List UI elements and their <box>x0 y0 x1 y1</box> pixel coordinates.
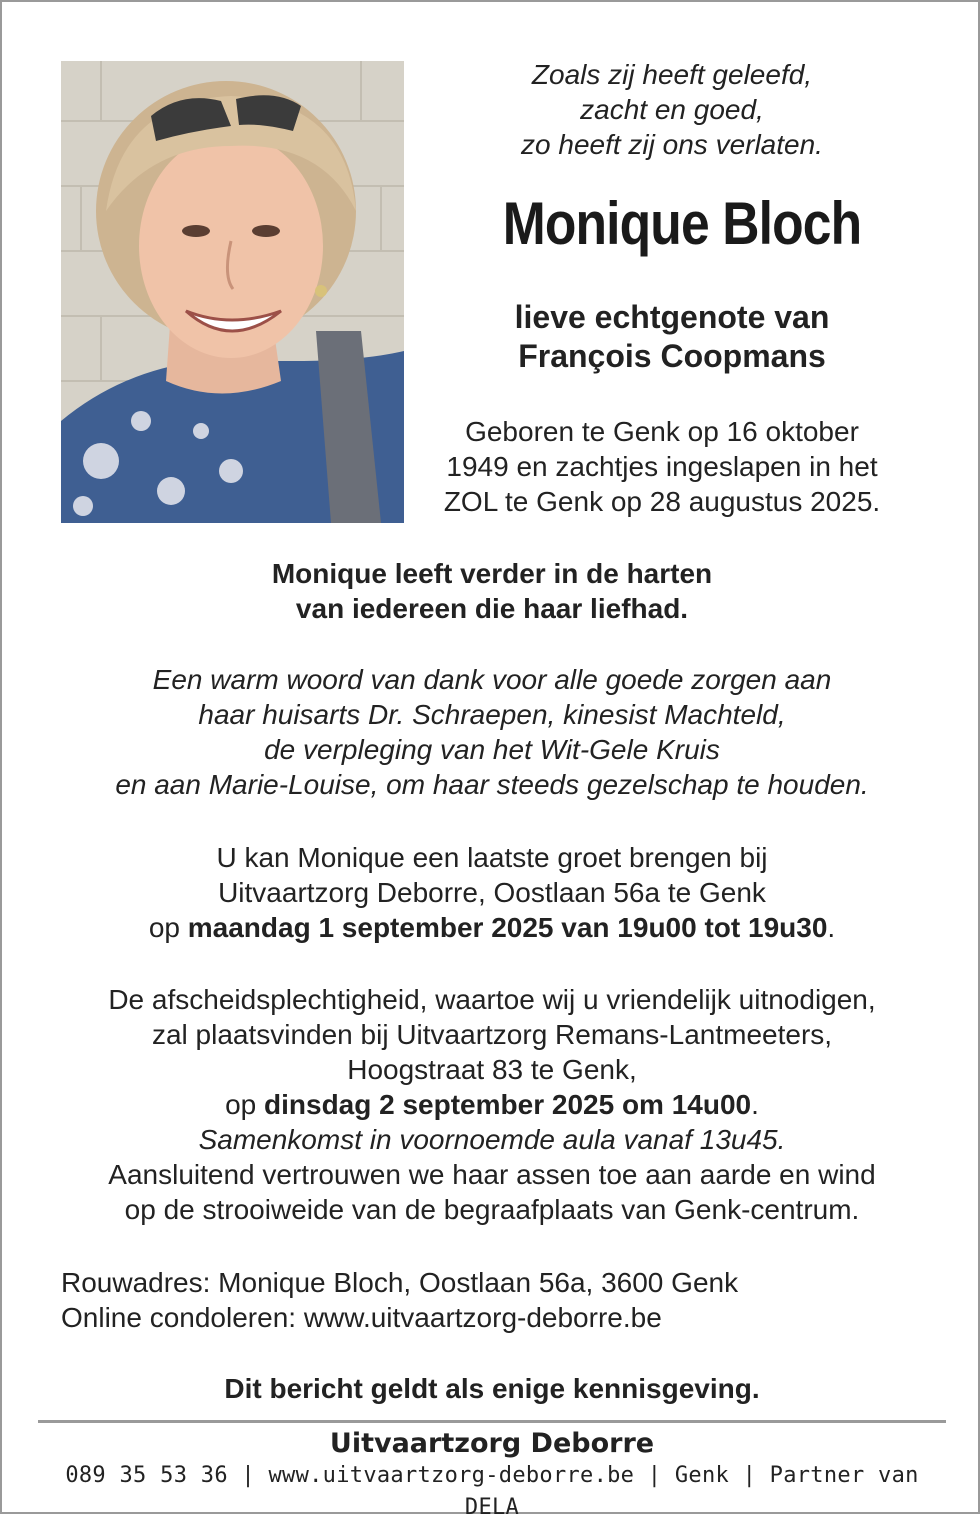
thanks-line: de verpleging van het Wit-Gele Kruis <box>264 734 720 765</box>
birth-death-line: 1949 en zachtjes ingeslapen in het <box>446 451 878 482</box>
spouse-line: lieve echtgenote van <box>514 299 830 335</box>
footer-divider <box>38 1420 946 1423</box>
poem <box>432 57 912 162</box>
ceremony-line: Hoogstraat 83 te Genk, <box>347 1054 637 1085</box>
visitation-prefix: op <box>148 912 188 943</box>
ceremony-gathering: Samenkomst in voornoemde aula vanaf 13u45. <box>198 1124 786 1155</box>
visitation-date-line <box>42 910 942 945</box>
thanks-line: en aan Marie-Louise, om haar steeds gezelschap te houden. <box>115 769 869 800</box>
visitation-line: U kan Monique een laatste groet brengen bij <box>216 842 768 873</box>
ceremony-date: dinsdag 2 september 2025 om 14u00 <box>264 1089 752 1120</box>
footer-contact: 089 35 53 36 | www.uitvaartzorg-deborre.be | Genk | Partner van DELA <box>65 1463 919 1520</box>
birth-death <box>412 414 912 519</box>
poem-line: Zoals zij heeft geleefd, <box>531 59 813 90</box>
poem-line: zacht en goed, <box>580 94 764 125</box>
remembrance-line: van iedereen die haar liefhad. <box>295 593 689 624</box>
thanks-line: Een warm woord van dank voor alle goede zorgen aan <box>152 664 832 695</box>
ceremony-prefix: op <box>225 1089 265 1120</box>
thanks <box>42 662 942 802</box>
visitation-date: maandag 1 september 2025 van 19u00 tot 19u30 <box>187 912 828 943</box>
ceremony-line: Aansluitend vertrouwen we haar assen toe aan aarde en wind <box>108 1159 876 1190</box>
deceased-name: Monique Bloch <box>502 190 862 257</box>
birth-death-line: Geboren te Genk op 16 oktober <box>465 416 859 447</box>
visitation-line: Uitvaartzorg Deborre, Oostlaan 56a te Genk <box>218 877 766 908</box>
remembrance <box>42 556 942 626</box>
online-condolence: Online condoleren: www.uitvaartzorg-deborre.be <box>61 1302 662 1333</box>
ceremony-line: De afscheidsplechtigheid, waartoe wij u vriendelijk uitnodigen, <box>108 984 876 1015</box>
visitation-suffix: . <box>827 912 836 943</box>
ceremony <box>42 982 942 1227</box>
visitation <box>42 840 942 945</box>
ceremony-suffix: . <box>751 1089 759 1120</box>
spouse-name: François Coopmans <box>518 338 826 374</box>
footer-brand: Uitvaartzorg Deborre <box>329 1428 655 1459</box>
remembrance-line: Monique leeft verder in de harten <box>271 558 713 589</box>
mourning-address: Rouwadres: Monique Bloch, Oostlaan 56a, 3600 Genk <box>61 1267 739 1298</box>
ceremony-date-line <box>42 1087 942 1122</box>
notice: Dit bericht geldt als enige kennisgeving. <box>224 1373 760 1404</box>
address-block <box>61 1265 738 1335</box>
portrait-photo <box>61 61 404 523</box>
birth-death-line: ZOL te Genk op 28 augustus 2025. <box>443 486 881 517</box>
poem-line: zo heeft zij ons verlaten. <box>521 129 823 160</box>
ceremony-line: zal plaatsvinden bij Uitvaartzorg Remans-Lantmeeters, <box>151 1019 833 1050</box>
spouse <box>432 298 912 376</box>
ceremony-line: op de strooiweide van de begraafplaats van Genk-centrum. <box>124 1194 860 1225</box>
thanks-line: haar huisarts Dr. Schraepen, kinesist Machteld, <box>198 699 786 730</box>
